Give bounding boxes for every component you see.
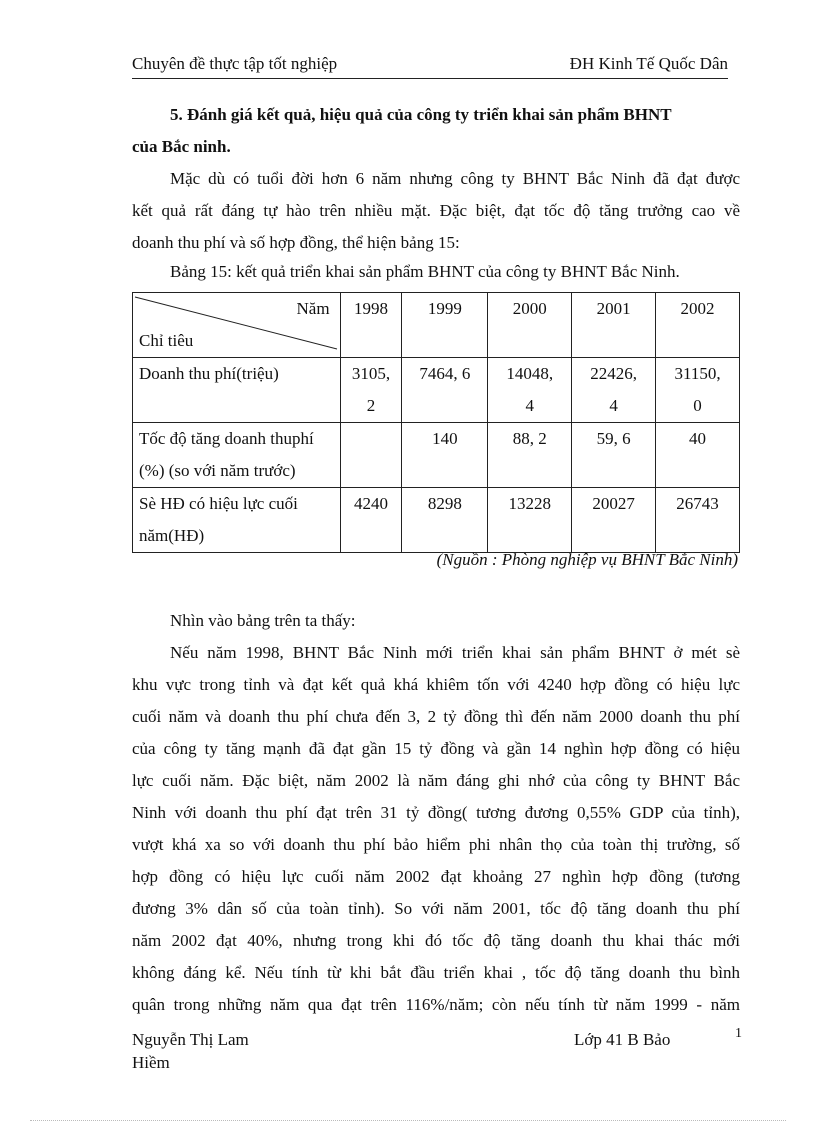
body-line: Nếu năm 1998, BHNT Bắc Ninh mới triển khai sản phẩm BHNT ở mét sè [170,643,740,662]
corner-cell [133,293,341,358]
body-lead-line: Nhìn vào bảng trên ta thấy: [170,611,356,630]
table-row [133,423,740,488]
table-cell [340,488,402,553]
table-row [133,488,740,553]
body-line: khu vực trong tỉnh và đạt kết quả khá khiêm tốn với 4240 hợp đồng có hiệu lực [132,675,740,694]
cell-line: 40 [689,429,707,448]
table-cell [488,423,572,488]
table-cell [402,423,488,488]
cell-line: 7464, 6 [419,364,471,383]
heading-line-1: 5. Đánh giá kết quả, hiệu quả của công ty triển khai sản phẩm BHNT [170,105,672,124]
table-header-row [133,293,740,358]
body-line: đương 3% dân số của toàn tỉnh). So với năm 2001, tốc độ tăng doanh thu phí [132,899,740,918]
row-label [133,358,341,423]
table-cell [488,488,572,553]
table-cell [340,423,402,488]
footer-author [132,1028,249,1074]
footer-class: Lớp 41 B Bảo [574,1030,671,1049]
row-label [133,488,341,553]
table-cell [340,358,402,423]
header-left: Chuyên đề thực tập tốt nghiệp [132,54,338,73]
table-cell [572,488,656,553]
cell-line: 59, 6 [596,429,631,448]
heading-line-2: của Bắc ninh. [132,137,231,156]
cell-line: 31150, [674,364,721,383]
row-label [133,423,341,488]
footer-author-line: Hiềm [132,1053,170,1072]
body-line: hợp đồng có hiệu lực cuối năm 2002 đạt khoảng 27 nghìn hợp đồng (tương [132,867,740,886]
body-line: năm 2002 đạt 40%, nhưng trong khi đó tốc độ tăng doanh thu khai thác mới [132,931,740,950]
year-header: 2000 [488,293,572,358]
section-heading [132,99,738,163]
cell-line: 22426, [590,364,638,383]
cell-line: 4 [609,396,618,415]
table-source: (Nguồn : Phòng nghiệp vụ BHNT Bắc Ninh) [436,550,738,569]
body-lead [132,605,740,637]
corner-year-label: Năm [296,299,330,318]
body-line: lực cuối năm. Đặc biệt, năm 2002 là năm đáng ghi nhớ của công ty BHNT Bắc [132,771,740,790]
cell-line: 4240 [354,494,389,513]
year-header: 1998 [340,293,402,358]
table-cell [656,488,740,553]
row-label-line: năm(HĐ) [139,526,205,545]
row-label-line: Tốc độ tăng doanh thuphí [139,429,314,448]
table-row [133,358,740,423]
corner-indicator-label: Chỉ tiêu [139,331,194,350]
table-cell [402,488,488,553]
intro-paragraph [132,163,740,259]
cell-line: 88, 2 [512,429,547,448]
cell-line: 2 [366,396,376,415]
cell-line: 0 [693,396,702,415]
row-label-line: (%) (so với năm trước) [139,461,296,480]
page-bottom-divider [30,1120,786,1121]
results-table [132,292,740,553]
year-header: 2002 [656,293,740,358]
year-header: 2001 [572,293,656,358]
cell-line: 140 [432,429,458,448]
intro-line: Mặc dù có tuổi đời hơn 6 năm nhưng công ty BHNT Bắc Ninh đã đạt được [170,169,740,188]
page-header [132,52,728,79]
cell-line: 4 [525,396,535,415]
footer-author-line: Nguyễn Thị Lam [132,1030,249,1049]
body-line: quân trong những năm qua đạt trên 116%/năm; còn nếu tính từ năm 1999 - năm [132,995,740,1014]
table-cell [488,358,572,423]
page-number: 1 [735,1026,742,1041]
cell-line: 3105, [351,364,391,383]
table-cell [656,358,740,423]
table-caption: Bảng 15: kết quả triển khai sản phẩm BHNT của công ty BHNT Bắc Ninh. [170,262,680,281]
body-paragraph [132,637,740,1021]
row-label-line: Doanh thu phí(triệu) [139,364,279,383]
cell-line: 8298 [427,494,462,513]
body-line: cuối năm và doanh thu phí chưa đến 3, 2 tỷ đồng thì đến năm 2000 doanh thu phí [132,707,740,726]
cell-line: 26743 [676,494,719,513]
table-cell [572,358,656,423]
cell-line: 20027 [592,494,635,513]
cell-line: 13228 [508,494,552,513]
intro-line: doanh thu phí và số hợp đồng, thể hiện bảng 15: [132,233,460,252]
body-line: của công ty tăng mạnh đã đạt gần 15 tỷ đồng và gần 14 nghìn hợp đồng có hiệu [132,739,740,758]
body-line: Ninh với doanh thu phí đạt trên 31 tỷ đồng( tương đương 0,55% GDP của tỉnh), [132,803,740,822]
header-right: ĐH Kinh Tế Quốc Dân [569,54,728,73]
row-label-line: Sè HĐ có hiệu lực cuối [139,494,298,513]
table-cell [656,423,740,488]
table-cell [402,358,488,423]
intro-line: kết quả rất đáng tự hào trên nhiều mặt. Đặc biệt, đạt tốc độ tăng trưởng cao về [132,201,740,220]
body-line: không đáng kể. Nếu tính từ khi bắt đầu triển khai , tốc độ tăng doanh thu bình [132,963,740,982]
year-header: 1999 [402,293,488,358]
cell-line: 14048, [506,364,554,383]
table-cell [572,423,656,488]
body-line: vượt khá xa so với doanh thu phí bảo hiểm phi nhân thọ của toàn thị trường, số [132,835,740,854]
